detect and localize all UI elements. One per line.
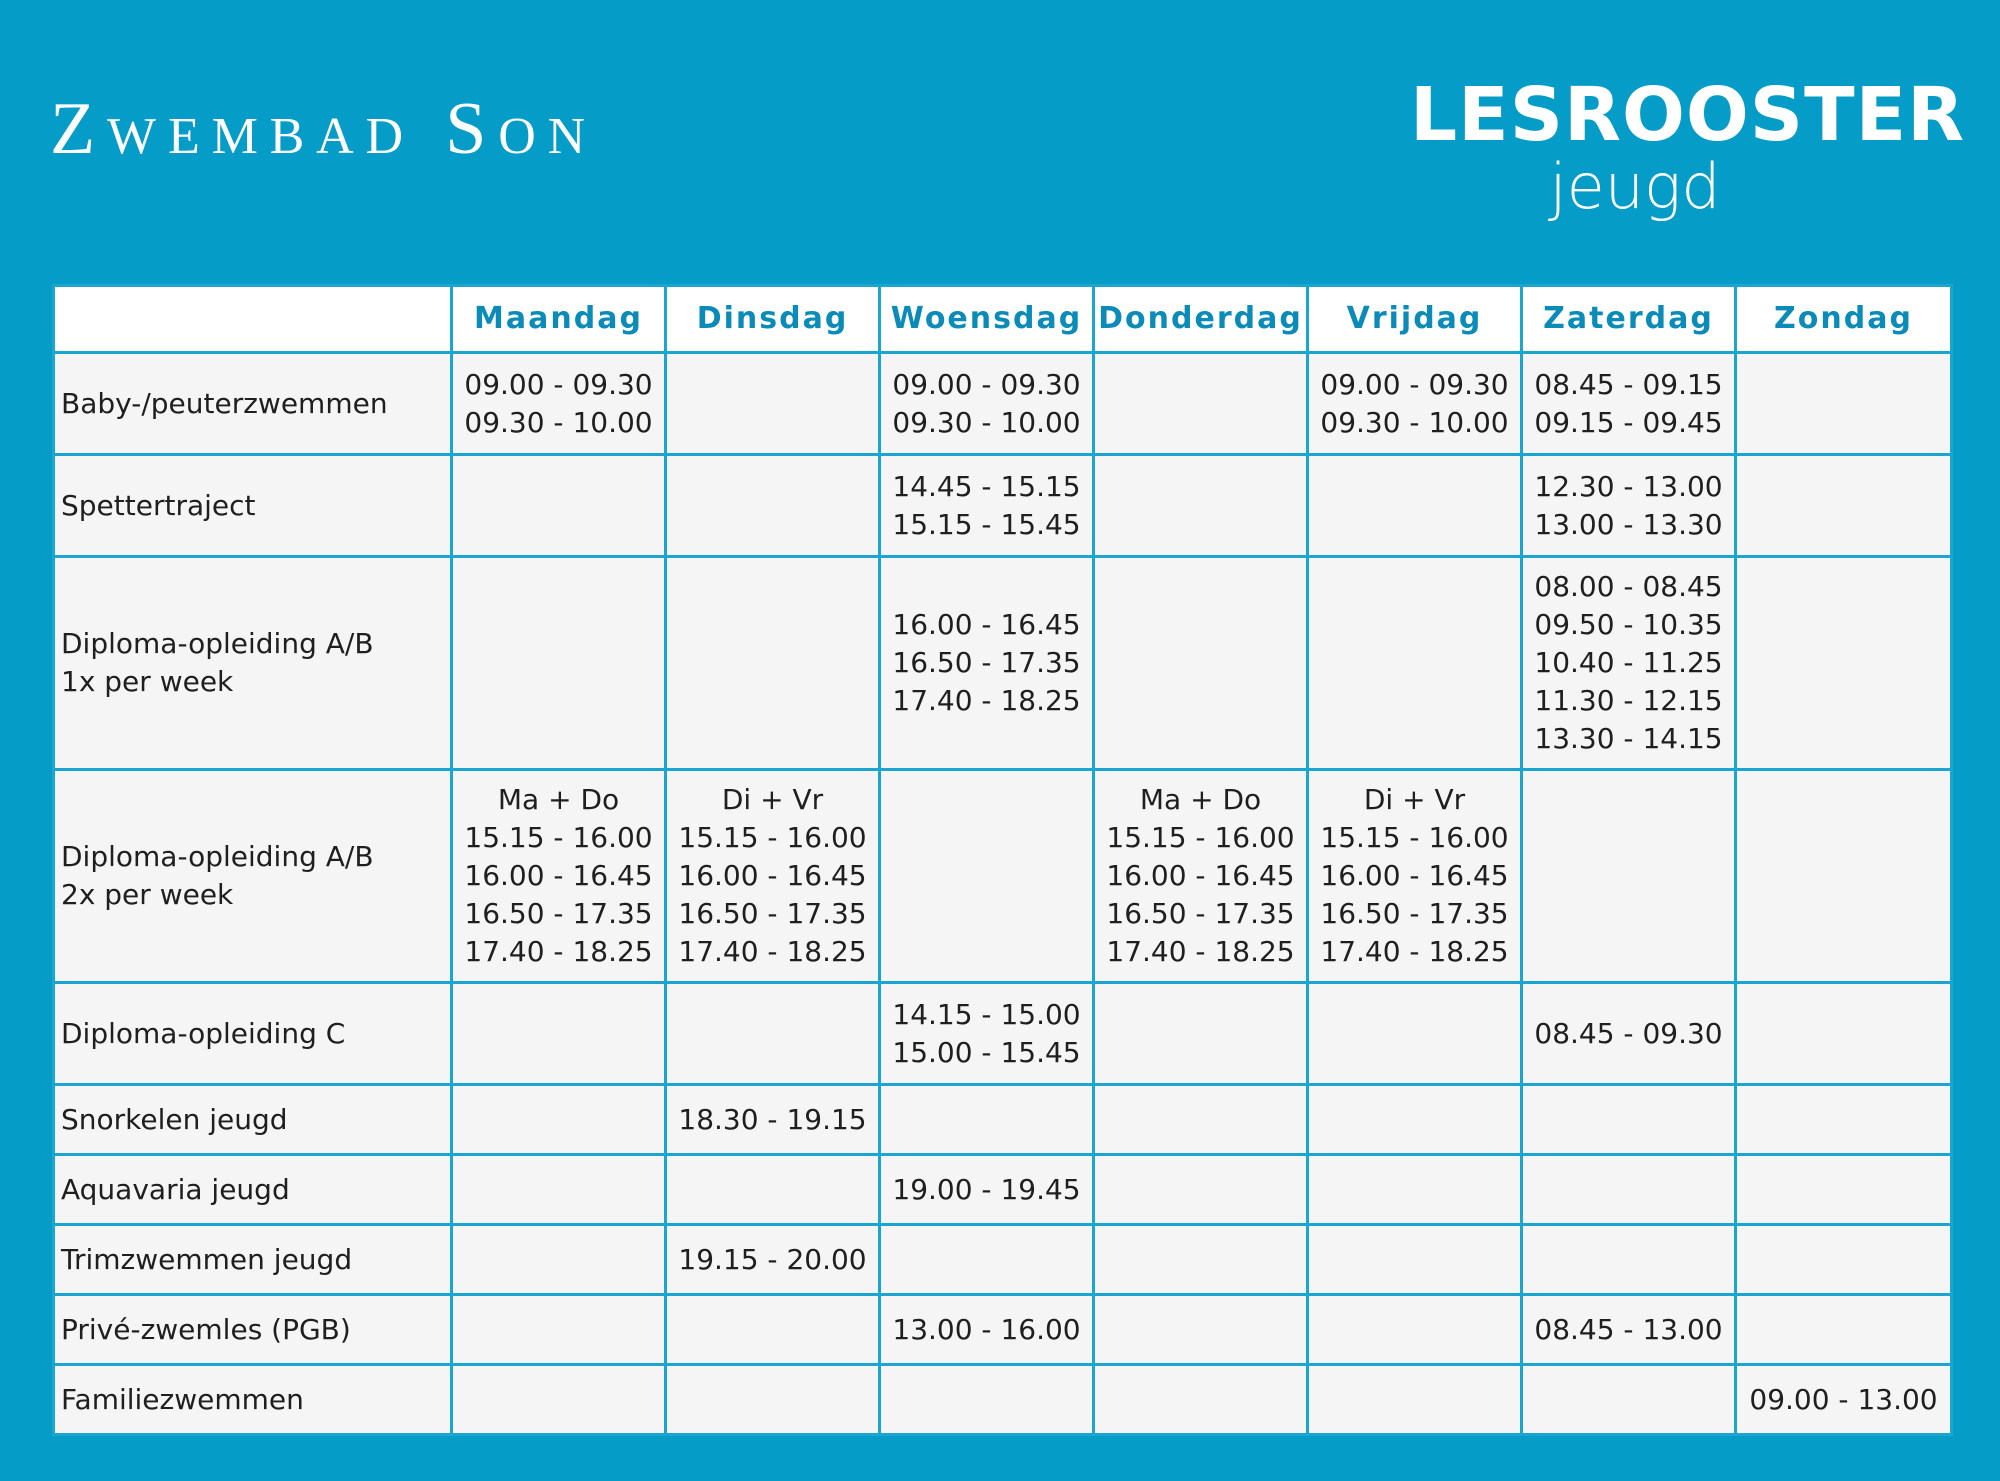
table-row xyxy=(54,1085,1952,1155)
time-cell xyxy=(1308,455,1522,557)
time-cell: 08.45 - 09.30 xyxy=(1522,983,1736,1085)
time-cell: 09.00 - 09.30 09.30 - 10.00 xyxy=(1308,353,1522,455)
time-cell: Ma + Do 15.15 - 16.00 16.00 - 16.45 16.50 - 17.35 17.40 - 18.25 xyxy=(452,770,666,983)
time-cell xyxy=(1736,455,1952,557)
time-cell xyxy=(666,557,880,770)
time-cell: 19.00 - 19.45 xyxy=(880,1155,1094,1225)
time-cell xyxy=(1094,1155,1308,1225)
brand-logo-text: Zwembad Son xyxy=(50,88,598,170)
table-row xyxy=(54,353,1952,455)
time-cell xyxy=(1094,983,1308,1085)
time-cell xyxy=(1736,983,1952,1085)
time-cell: 18.30 - 19.15 xyxy=(666,1085,880,1155)
time-cell xyxy=(1094,1225,1308,1295)
time-cell: 09.00 - 13.00 xyxy=(1736,1365,1952,1435)
time-cell xyxy=(666,1155,880,1225)
activity-label: Privé-zwemles (PGB) xyxy=(54,1295,452,1365)
table-row xyxy=(54,1225,1952,1295)
time-cell xyxy=(452,1225,666,1295)
time-cell xyxy=(1094,1295,1308,1365)
activity-label: Snorkelen jeugd xyxy=(54,1085,452,1155)
activity-label: Baby-/peuterzwemmen xyxy=(54,353,452,455)
time-cell xyxy=(452,1155,666,1225)
activity-label: Spettertraject xyxy=(54,455,452,557)
time-cell: 14.15 - 15.00 15.00 - 15.45 xyxy=(880,983,1094,1085)
page-subtitle: jeugd xyxy=(1549,150,1721,223)
time-cell: 09.00 - 09.30 09.30 - 10.00 xyxy=(880,353,1094,455)
table-row xyxy=(54,770,1952,983)
time-cell xyxy=(666,1365,880,1435)
day-header-woensdag: Woensdag xyxy=(880,286,1094,353)
time-cell xyxy=(666,983,880,1085)
time-cell xyxy=(666,455,880,557)
time-cell: Di + Vr 15.15 - 16.00 16.00 - 16.45 16.50 - 17.35 17.40 - 18.25 xyxy=(1308,770,1522,983)
time-cell: Ma + Do 15.15 - 16.00 16.00 - 16.45 16.50 - 17.35 17.40 - 18.25 xyxy=(1094,770,1308,983)
day-header-zaterdag: Zaterdag xyxy=(1522,286,1736,353)
activity-label: Diploma-opleiding C xyxy=(54,983,452,1085)
time-cell xyxy=(1522,770,1736,983)
header-title-block xyxy=(1410,72,1966,223)
time-cell xyxy=(880,1225,1094,1295)
time-cell xyxy=(1308,557,1522,770)
table-row xyxy=(54,1365,1952,1435)
day-header-zondag: Zondag xyxy=(1736,286,1952,353)
time-cell xyxy=(1094,1085,1308,1155)
time-cell xyxy=(880,770,1094,983)
time-cell xyxy=(1736,353,1952,455)
time-cell xyxy=(452,1365,666,1435)
day-header-dinsdag: Dinsdag xyxy=(666,286,880,353)
time-cell xyxy=(452,557,666,770)
time-cell: 16.00 - 16.45 16.50 - 17.35 17.40 - 18.25 xyxy=(880,557,1094,770)
table-header-row xyxy=(54,286,1952,353)
time-cell xyxy=(880,1365,1094,1435)
table-row xyxy=(54,983,1952,1085)
activity-label: Aquavaria jeugd xyxy=(54,1155,452,1225)
time-cell xyxy=(1308,983,1522,1085)
time-cell xyxy=(666,353,880,455)
time-cell xyxy=(1094,353,1308,455)
day-header-vrijdag: Vrijdag xyxy=(1308,286,1522,353)
day-header-donderdag: Donderdag xyxy=(1094,286,1308,353)
time-cell: 13.00 - 16.00 xyxy=(880,1295,1094,1365)
table-row xyxy=(54,1295,1952,1365)
time-cell: 08.45 - 13.00 xyxy=(1522,1295,1736,1365)
time-cell xyxy=(1094,455,1308,557)
activity-label: Diploma-opleiding A/B 1x per week xyxy=(54,557,452,770)
time-cell xyxy=(452,1295,666,1365)
time-cell xyxy=(452,455,666,557)
time-cell xyxy=(666,1295,880,1365)
time-cell xyxy=(1736,1225,1952,1295)
time-cell xyxy=(1522,1155,1736,1225)
time-cell xyxy=(1736,1085,1952,1155)
time-cell: 14.45 - 15.15 15.15 - 15.45 xyxy=(880,455,1094,557)
time-cell: Di + Vr 15.15 - 16.00 16.00 - 16.45 16.50 - 17.35 17.40 - 18.25 xyxy=(666,770,880,983)
time-cell xyxy=(1736,770,1952,983)
activity-label: Familiezwemmen xyxy=(54,1365,452,1435)
time-cell xyxy=(1094,1365,1308,1435)
time-cell: 19.15 - 20.00 xyxy=(666,1225,880,1295)
time-cell xyxy=(1736,557,1952,770)
time-cell xyxy=(1522,1085,1736,1155)
time-cell xyxy=(452,983,666,1085)
activity-label: Trimzwemmen jeugd xyxy=(54,1225,452,1295)
time-cell xyxy=(1308,1085,1522,1155)
time-cell xyxy=(1736,1295,1952,1365)
time-cell xyxy=(1094,557,1308,770)
table-row xyxy=(54,455,1952,557)
table-row xyxy=(54,557,1952,770)
time-cell: 08.00 - 08.45 09.50 - 10.35 10.40 - 11.25 11.30 - 12.15 13.30 - 14.15 xyxy=(1522,557,1736,770)
table-row xyxy=(54,1155,1952,1225)
time-cell xyxy=(1308,1225,1522,1295)
day-header-maandag: Maandag xyxy=(452,286,666,353)
page-title: LESROOSTER xyxy=(1410,72,1966,158)
time-cell xyxy=(1308,1155,1522,1225)
time-cell xyxy=(1308,1365,1522,1435)
time-cell xyxy=(880,1085,1094,1155)
time-cell: 08.45 - 09.15 09.15 - 09.45 xyxy=(1522,353,1736,455)
time-cell: 09.00 - 09.30 09.30 - 10.00 xyxy=(452,353,666,455)
schedule-table xyxy=(52,284,1953,1436)
time-cell xyxy=(1522,1225,1736,1295)
time-cell xyxy=(1522,1365,1736,1435)
time-cell: 12.30 - 13.00 13.00 - 13.30 xyxy=(1522,455,1736,557)
time-cell xyxy=(1736,1155,1952,1225)
time-cell xyxy=(1308,1295,1522,1365)
activity-label: Diploma-opleiding A/B 2x per week xyxy=(54,770,452,983)
time-cell xyxy=(452,1085,666,1155)
header-corner-cell xyxy=(54,286,452,353)
